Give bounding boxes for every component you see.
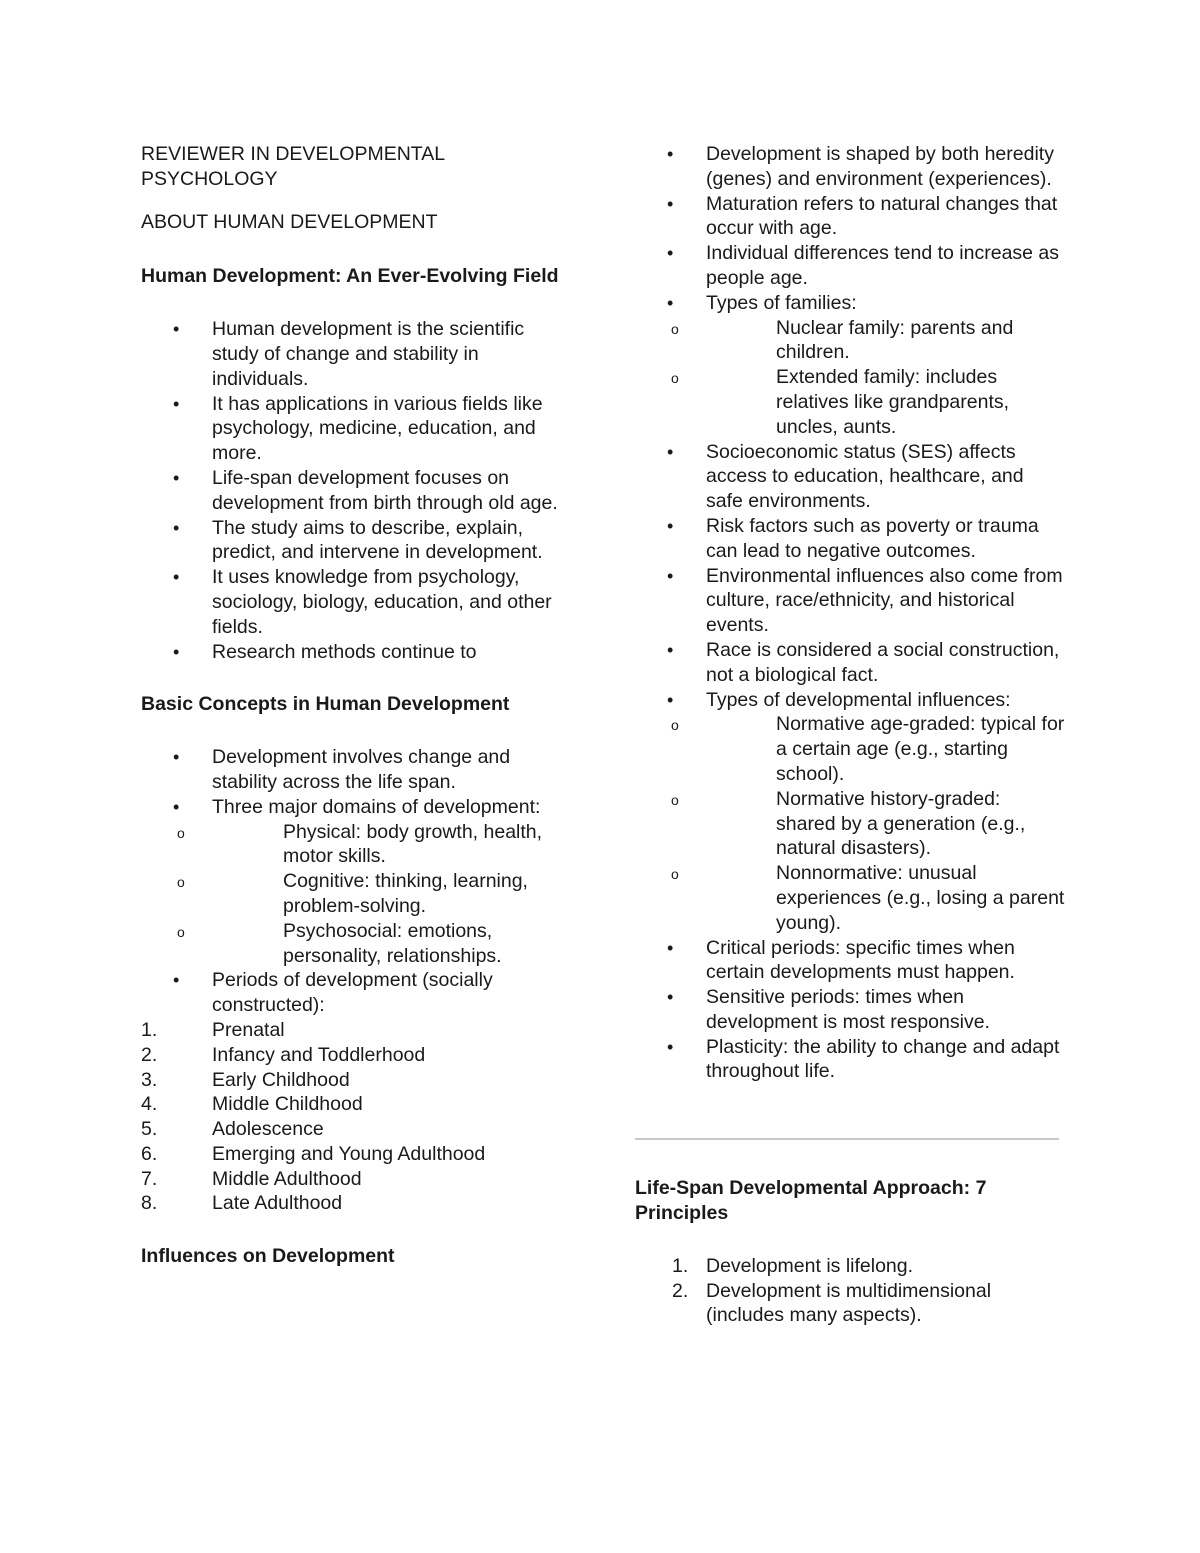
period-label: Adolescence <box>212 1118 324 1141</box>
list-item: • Research methods continue to <box>141 640 571 665</box>
list-item: • Human development is the scientific study of change and stability in individuals. <box>141 317 571 391</box>
period-label: Middle Adulthood <box>212 1167 362 1190</box>
period-item <box>141 1068 581 1093</box>
list-item: • Socioeconomic status (SES) affects access to education, healthcare, and safe environments. <box>635 440 1065 514</box>
principle-label: Development is lifelong. <box>706 1254 914 1277</box>
list-item: • Environmental influences also come from culture, race/ethnicity, and historical events. <box>635 564 1065 638</box>
period-label: Late Adulthood <box>212 1192 343 1215</box>
period-number: 7. <box>141 1167 158 1190</box>
period-number: 3. <box>141 1068 158 1091</box>
sublist-item: o Nuclear family: parents and children. <box>635 316 1065 366</box>
list-item <box>141 795 561 969</box>
periods-list <box>141 1018 581 1216</box>
period-item <box>141 1117 581 1142</box>
document-title-line-1: REVIEWER IN DEVELOPMENTAL <box>141 143 446 165</box>
principles-list <box>635 1254 1065 1328</box>
list-item-text: Types of families: <box>706 291 857 314</box>
list-item: • It has applications in various fields like psychology, medicine, education, and more. <box>141 392 571 466</box>
period-number: 4. <box>141 1093 158 1116</box>
period-item <box>141 1191 581 1216</box>
period-number: 1. <box>141 1018 158 1041</box>
list-item: • Risk factors such as poverty or trauma can lead to negative outcomes. <box>635 514 1065 564</box>
period-number: 8. <box>141 1192 158 1215</box>
section-heading-ever-evolving: Human Development: An Ever-Evolving Field <box>141 265 559 288</box>
list-item: • Life-span development focuses on development from birth through old age. <box>141 466 571 516</box>
principle-item <box>635 1254 1065 1279</box>
list-item: • Individual differences tend to increase as people age. <box>635 241 1065 291</box>
period-item <box>141 1018 581 1043</box>
principle-number: 1. <box>672 1254 689 1277</box>
period-item <box>141 1092 581 1117</box>
basic-concepts-list <box>141 745 561 1018</box>
period-label: Prenatal <box>212 1018 285 1041</box>
principle-number: 2. <box>672 1279 689 1302</box>
sublist-item: o Psychosocial: emotions, personality, relationships. <box>141 919 561 969</box>
period-label: Middle Childhood <box>212 1093 363 1116</box>
sublist-item: o Physical: body growth, health, motor skills. <box>141 820 561 870</box>
influence-types-sublist <box>635 712 1065 935</box>
section-heading-basic-concepts: Basic Concepts in Human Development <box>141 693 510 716</box>
list-item: • Critical periods: specific times when certain developments must happen. <box>635 936 1065 986</box>
influences-list <box>635 142 1065 1084</box>
document-title-line-2: PSYCHOLOGY <box>141 167 278 190</box>
list-item: • Sensitive periods: times when development is most responsive. <box>635 985 1065 1035</box>
section-heading-principles: Life-Span Developmental Approach: 7 Principles <box>635 1177 987 1225</box>
list-item: • Development involves change and stability across the life span. <box>141 745 561 795</box>
sublist-item: o Normative age-graded: typical for a certain age (e.g., starting school). <box>635 712 1065 786</box>
list-item-text: Types of developmental influences: <box>706 688 1011 711</box>
ever-evolving-list <box>141 317 571 664</box>
list-item: • Plasticity: the ability to change and adapt throughout life. <box>635 1035 1065 1085</box>
about-heading: ABOUT HUMAN DEVELOPMENT <box>141 210 438 233</box>
list-item <box>635 688 1065 936</box>
principle-item <box>635 1279 1065 1329</box>
period-item <box>141 1142 581 1167</box>
section-heading-influences: Influences on Development <box>141 1245 395 1268</box>
sublist-item: o Cognitive: thinking, learning, problem-solving. <box>141 869 561 919</box>
period-label: Emerging and Young Adulthood <box>212 1142 486 1165</box>
period-label: Infancy and Toddlerhood <box>212 1043 426 1066</box>
period-label: Early Childhood <box>212 1068 350 1091</box>
horizontal-divider <box>635 1138 1059 1140</box>
period-number: 5. <box>141 1118 158 1141</box>
right-column <box>635 142 1065 1328</box>
list-item <box>635 291 1065 440</box>
list-item: • Race is considered a social construction, not a biological fact. <box>635 638 1065 688</box>
list-item: • Development is shaped by both heredity (genes) and environment (experiences). <box>635 142 1065 192</box>
left-column <box>141 142 581 1269</box>
period-number: 6. <box>141 1142 158 1165</box>
list-item-text: Three major domains of development: <box>212 795 541 818</box>
sublist-item: o Normative history-graded: shared by a generation (e.g., natural disasters). <box>635 787 1065 861</box>
sublist-item: o Nonnormative: unusual experiences (e.g., losing a parent young). <box>635 861 1065 935</box>
period-number: 2. <box>141 1043 158 1066</box>
list-item: • The study aims to describe, explain, predict, and intervene in development. <box>141 516 571 566</box>
domains-sublist <box>141 820 561 969</box>
period-item <box>141 1167 581 1192</box>
families-sublist <box>635 316 1065 440</box>
list-item: • Periods of development (socially constructed): <box>141 968 561 1018</box>
principle-label: Development is multidimensional (includes many aspects). <box>706 1279 992 1327</box>
list-item: • Maturation refers to natural changes that occur with age. <box>635 192 1065 242</box>
period-item <box>141 1043 581 1068</box>
list-item: • It uses knowledge from psychology, sociology, biology, education, and other fields. <box>141 565 571 639</box>
sublist-item: o Extended family: includes relatives like grandparents, uncles, aunts. <box>635 365 1065 439</box>
